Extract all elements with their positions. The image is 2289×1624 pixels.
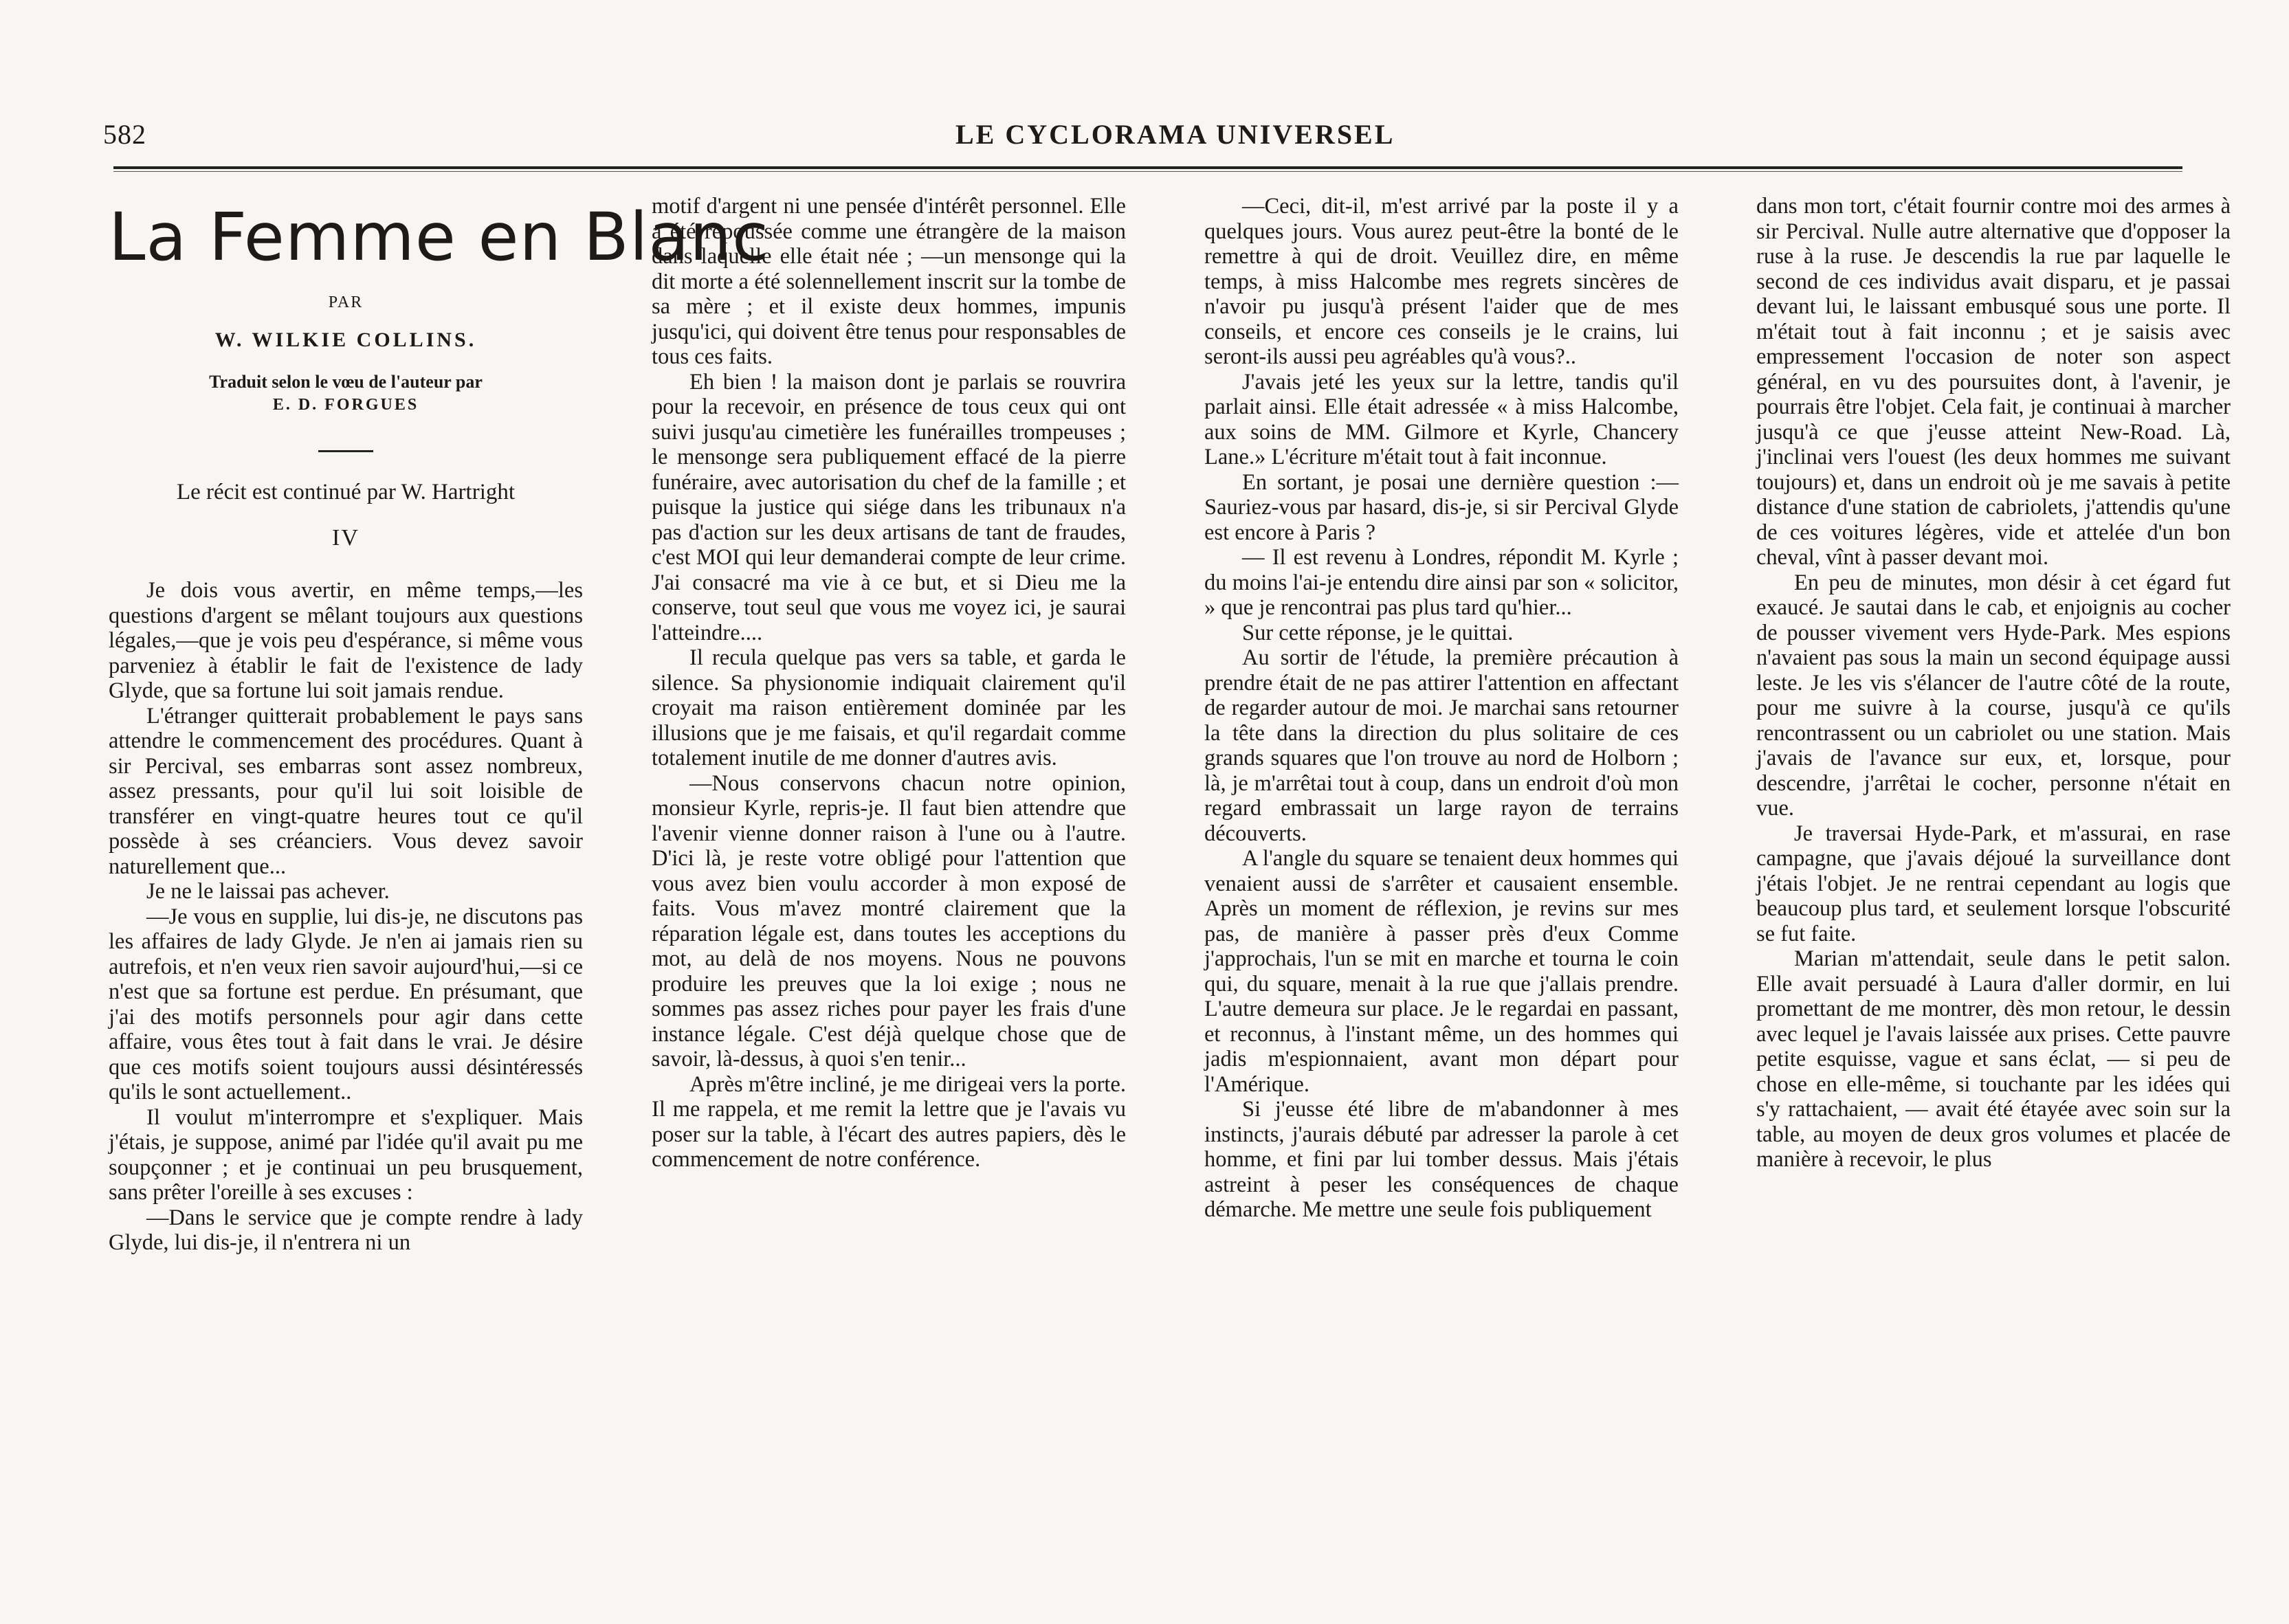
column-3 xyxy=(1204,194,1679,1223)
paragraph: —Nous conservons chacun notre opinion, monsieur Kyrle, repris-je. Il faut bien attendre que l'avenir vienne donner raison à l'une ou à l'autre. D'ici là, je reste votre obligé pour l'attention que vous avez bien voulu accorder à mon exposé de faits. Vous m'avez montré clairement que la réparation légale est, dans toutes les acceptions du mot, au delà de nos moyens. Nous ne pouvons produire les preuves que la loi exige ; nous ne sommes pas assez riches pour payer les frais d'une instance légale. C'est déjà quelque chose que de savoir, là-dessus, à quoi s'en tenir... xyxy=(652,770,1126,1071)
paragraph: Il recula quelque pas vers sa table, et garda le silence. Sa physionomie indiquait clairement qu'il croyait ma raison entièrement dominée par les illusions que je me faisais, et qu'il regardait comme totalement inutile de me donner d'autres avis. xyxy=(652,645,1126,770)
paragraph: Eh bien ! la maison dont je parlais se rouvrira pour la recevoir, en présence de tous ceux qui ont suivi jusqu'au cimetière les funérailles trompeuses ; le mensonge sera publiquement effacé de la pierre funéraire, avec autorisation du chef de la famille ; et puisque la justice qui siége dans les tribunaux n'a pas d'action sur les deux artisans de tant de fraudes, c'est MOI qui leur demanderai compte de leur crime. J'ai consacré ma vie à ce but, et si Dieu me la conserve, tout seul que vous me voyez ici, je saurai l'atteindre.... xyxy=(652,369,1126,645)
article-title: La Femme en Blanc xyxy=(109,199,769,276)
paragraph: Il voulut m'interrompre et s'expliquer. Mais j'étais, je suppose, animé par l'idée qu'il avait pu me soupçonner ; et je continuai un peu brusquement, sans prêter l'oreille à ses excuses : xyxy=(109,1104,583,1205)
column-4 xyxy=(1756,194,2231,1172)
paragraph: Je traversai Hyde-Park, et m'assurai, en rase campagne, que j'avais déjoué la surveillance dont j'étais l'objet. Je ne rentrai cependant au logis que beaucoup plus tard, et seulement lorsque l'obscurité se fut faite. xyxy=(1756,821,2231,946)
translator-name: E. D. FORGUES xyxy=(272,396,419,414)
author-name: W. WILKIE COLLINS. xyxy=(214,328,477,351)
paragraph: L'étranger quitterait probablement le pays sans attendre le commencement des procédures. Quant à sir Percival, ses embarras sont assez nombreux, assez pressants, pour qu'il lui soit loisible de transférer en vingt-quatre heures tout ce qu'il possède à ses créanciers. Vous devez savoir naturellement que... xyxy=(109,703,583,879)
paragraph: Au sortir de l'étude, la première précaution à prendre était de ne pas attirer l'attention en affectant de regarder autour de moi. Je marchai sans retourner la tête dans la direction du plus solitaire de ces grands squares que l'on trouve au nord de Holborn ; là, je m'arrêtai tout à coup, dans un endroit d'où mon regard embrassait un large rayon de terrains découverts. xyxy=(1204,645,1679,846)
paragraph: Marian m'attendait, seule dans le petit salon. Elle avait persuadé à Laura d'aller dormir, en lui promettant de me montrer, dès mon retour, le dessin avec lequel je l'avais laissée aux prises. Cette pauvre petite esquisse, vague et sans éclat, — si peu de chose en elle-même, si touchante par les idées qui s'y rattachaient, — avait été étayée avec soin sur la table, au moyen de deux gros volumes et placée de manière à recevoir, le plus xyxy=(1756,946,2231,1172)
paragraph: A l'angle du square se tenaient deux hommes qui venaient aussi de s'arrêter et causaient ensemble. Après un moment de réflexion, je revins sur mes pas, de manière à passer près d'eux Comme j'approchais, l'un se mit en marche et tourna le coin qui, du square, menait à la rue que j'allais prendre. L'autre demeura sur place. Je le regardai en passant, et reconnus, à l'instant même, un des hommes qui jadis m'espionnaient, avant mon départ pour l'Amérique. xyxy=(1204,846,1679,1097)
paragraph: —Ceci, dit-il, m'est arrivé par la poste il y a quelques jours. Vous aurez peut-être la bonté de le remettre à qui de droit. Veuillez dire, en même temps, à miss Halcombe mes regrets sincères de n'avoir pu jusqu'à présent l'aider que de mes conseils, et encore ces conseils je le crains, lui seront-ils aussi peu agréables qu'à vous?.. xyxy=(1204,194,1679,369)
paragraph: Je dois vous avertir, en même temps,—les questions d'argent se mêlant toujours aux questions légales,—que je vois peu d'espérance, si même vous parveniez à établir le fait de l'existence de lady Glyde, que sa fortune lui soit jamais rendue. xyxy=(109,578,583,703)
paragraph: Je ne le laissai pas achever. xyxy=(146,879,390,904)
paragraph: Sur cette réponse, je le quittai. xyxy=(1242,620,1514,645)
paragraph: — Il est revenu à Londres, répondit M. Kyrle ; du moins l'ai-je entendu dire ainsi par son « solicitor, » que je rencontrai pas plus tard qu'hier... xyxy=(1204,545,1679,620)
paragraph: Après m'être incliné, je me dirigeai vers la porte. Il me rappela, et me remit la lettre que je l'avais vu poser sur la table, à l'écart des autres papiers, dès le commencement de notre conférence. xyxy=(652,1071,1126,1172)
paragraph: —Je vous en supplie, lui dis-je, ne discutons pas les affaires de lady Glyde. Je n'en ai jamais rien su autrefois, et n'en veux rien savoir aujourd'hui,—si ce n'est que sa fortune est perdue. En présumant, que j'ai des motifs personnels pour agir dans cette affaire, vous êtes tout à fait dans le vrai. Je désire que ces motifs soient toujours aussi désintéressés qu'ils le sont actuellement.. xyxy=(109,904,583,1104)
translation-note: Traduit selon le vœu de l'auteur par xyxy=(209,372,483,392)
column-2 xyxy=(652,194,1126,1172)
page-number: 582 xyxy=(103,119,146,150)
paragraph: —Dans le service que je compte rendre à lady Glyde, lui dis-je, il n'entrera ni un xyxy=(109,1205,583,1255)
byline-par: PAR xyxy=(328,293,364,311)
paragraph: J'avais jeté les yeux sur la lettre, tandis qu'il parlait ainsi. Elle était adressée « à miss Halcombe, aux soins de MM. Gilmore et Kyrle, Chancery Lane.» L'écriture m'était tout à fait inconnue. xyxy=(1204,369,1679,469)
chapter-number: IV xyxy=(332,524,360,550)
paragraph: motif d'argent ni une pensée d'intérêt personnel. Elle a été repoussée comme une étrangère de la maison dans laquelle elle était née ; —un mensonge qui la dit morte a été solennellement inscrit sur la tombe de sa mère ; et il existe deux hommes, impunis jusqu'ici, qui doivent être tenus pour responsables de tous ces faits. xyxy=(652,194,1126,369)
running-title: LE CYCLORAMA UNIVERSEL xyxy=(955,119,1395,150)
column-1 xyxy=(109,194,769,1256)
paragraph: Si j'eusse été libre de m'abandonner à mes instincts, j'aurais débuté par adresser la parole à cet homme, et fini par lui tomber dessus. Mais j'étais astreint à peser les conséquences de chaque démarche. Me mettre une seule fois publiquement xyxy=(1204,1097,1679,1222)
paragraph: dans mon tort, c'était fournir contre moi des armes à sir Percival. Nulle autre alternative que d'opposer la ruse à la ruse. Je descendis la rue par laquelle le second de ces individus avait disparu, et je passai devant lui, le laissant embusqué sous une porte. Il m'était tout à fait inconnu ; et je saisis avec empressement l'occasion de noter son aspect général, en vu des poursuites dont, à l'avenir, je pourrais être l'objet. Cela fait, je continuai à marcher jusqu'à ce que j'eusse atteint New-Road. Là, j'inclinai vers l'ouest (les deux hommes me suivant toujours) et, dans un endroit où je me savais à petite distance d'une station de cabriolets, j'attendis qu'une de ces voitures légères, vide et attelée d'un bon cheval, vînt à passer devant moi. xyxy=(1756,194,2231,570)
paragraph: En peu de minutes, mon désir à cet égard fut exaucé. Je sautai dans le cab, et enjoignis au cocher de pousser vivement vers Hyde-Park. Mes espions n'avaient pas sous la main un second équipage aussi leste. Je les vis s'élancer de l'autre côté de la route, pour me suivre à la course, jusqu'à ce qu'ils rencontrassent ou un cabriolet ou une station. Mais j'avais de l'avance sur eux, et, lorsque, pour descendre, j'arrêtai le cocher, personne n'était en vue. xyxy=(1756,570,2231,821)
article-subtitle: Le récit est continué par W. Hartright xyxy=(176,480,516,504)
paragraph: En sortant, je posai une dernière question :— Sauriez-vous par hasard, dis-je, si sir Percival Glyde est encore à Paris ? xyxy=(1204,469,1679,545)
header-rule xyxy=(113,166,2182,172)
section-divider xyxy=(318,450,373,452)
